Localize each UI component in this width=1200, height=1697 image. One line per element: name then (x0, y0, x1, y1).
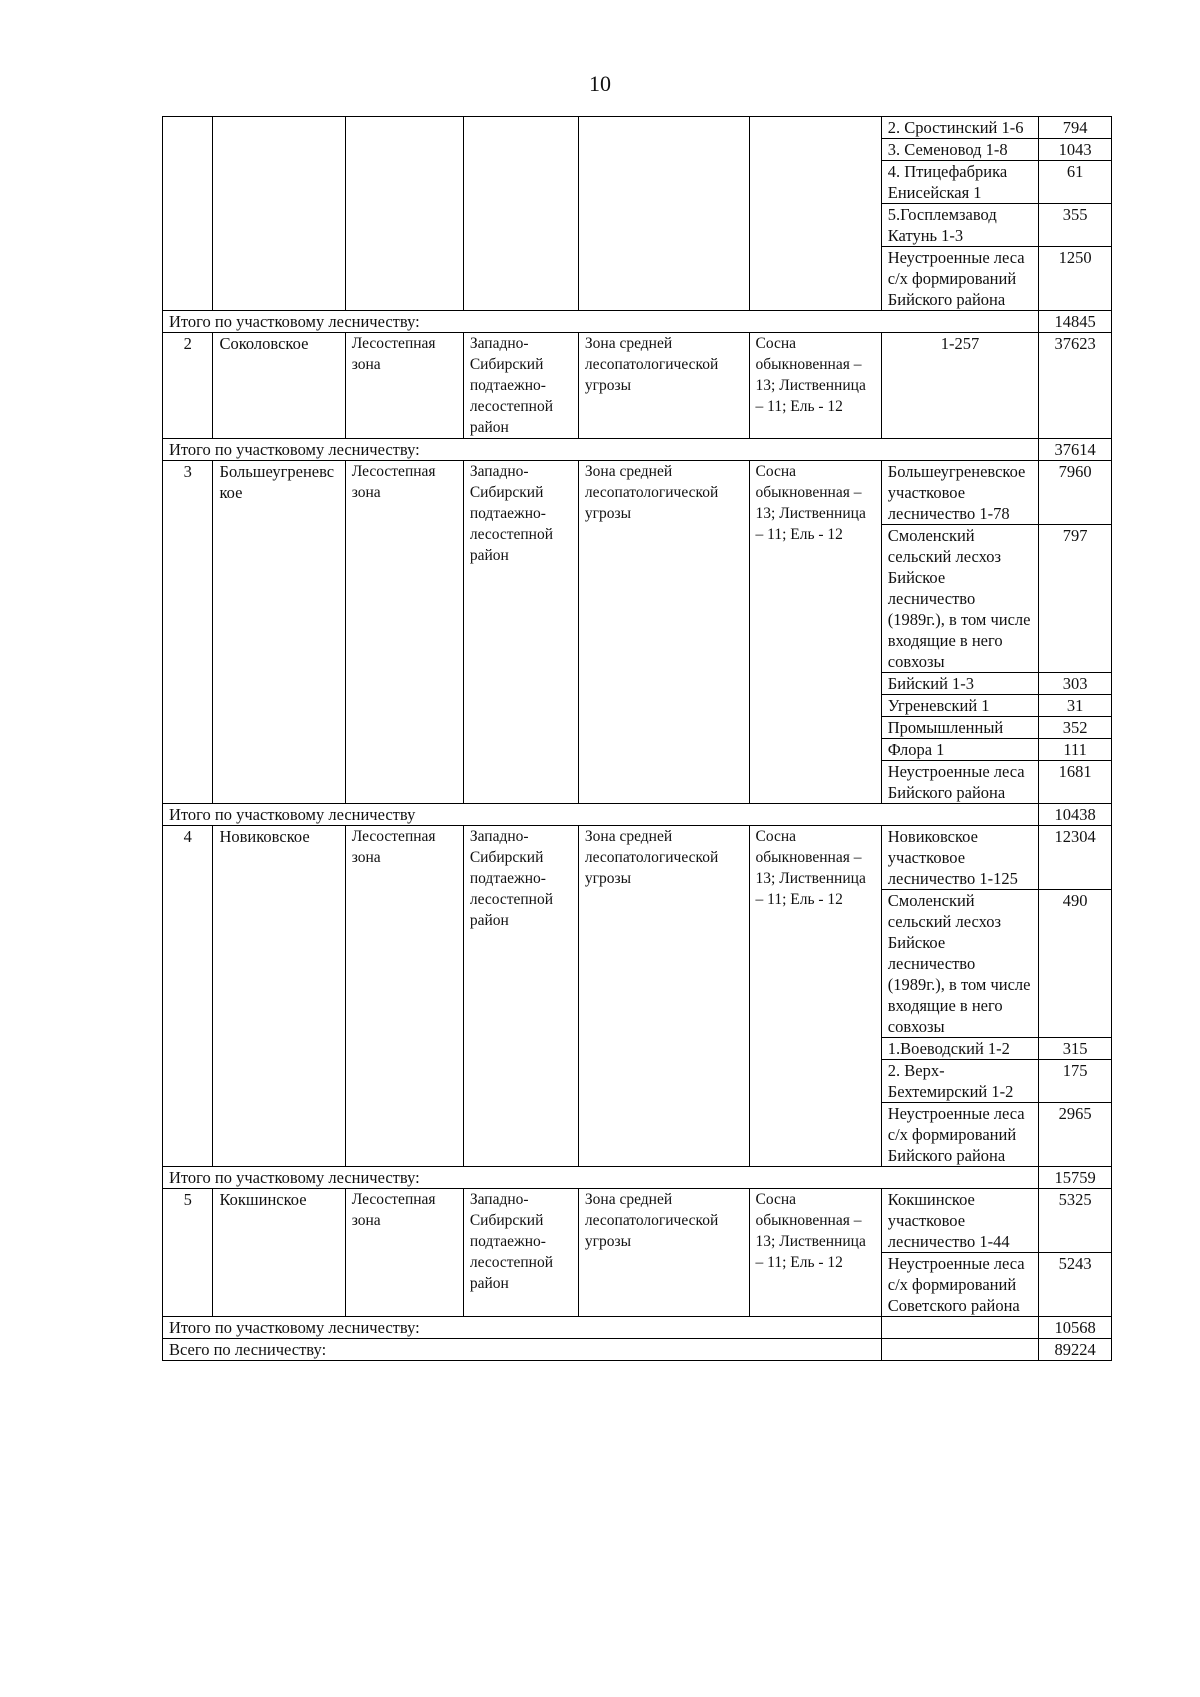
threat-zone: Зона средней лесопатологической угрозы (578, 333, 749, 439)
forestry-name: Новиковское (213, 826, 345, 1167)
item-name: Неустроенные леса с/х формирований Бийского района (881, 1103, 1038, 1167)
item-area: 5325 (1039, 1189, 1112, 1253)
item-name: Большеугреневское участковое лесничество 1-78 (881, 461, 1038, 525)
subtotal-value: 10438 (1039, 804, 1112, 826)
forest-region: Западно-Сибирский подтаежно-лесостепной район (463, 1189, 578, 1317)
item-area: 37623 (1039, 333, 1112, 439)
item-name: 2. Верх-Бехтемирский 1-2 (881, 1060, 1038, 1103)
table-row (163, 826, 1112, 890)
forestry-name: Большеугреневское (213, 461, 345, 804)
item-area: 490 (1039, 890, 1112, 1038)
section-number: 2 (163, 333, 213, 439)
item-area: 355 (1039, 204, 1112, 247)
item-area: 797 (1039, 525, 1112, 673)
forest-zone: Лесостепная зона (345, 333, 463, 439)
item-area: 31 (1039, 695, 1112, 717)
item-area: 1250 (1039, 247, 1112, 311)
subtotal-value: 14845 (1039, 311, 1112, 333)
subtotal-row (163, 311, 1112, 333)
item-area: 1681 (1039, 761, 1112, 804)
table-row (163, 1189, 1112, 1253)
species: Сосна обыкновенная – 13; Лиственница – 11; Ель - 12 (749, 1189, 881, 1317)
item-name: Новиковское участковое лесничество 1-125 (881, 826, 1038, 890)
item-name: Кокшинское участковое лесничество 1-44 (881, 1189, 1038, 1253)
threat-zone: Зона средней лесопатологической угрозы (578, 826, 749, 1167)
grand-total-row (163, 1339, 1112, 1361)
grand-total-value: 89224 (1039, 1339, 1112, 1361)
section-number: 3 (163, 461, 213, 804)
subtotal-value: 15759 (1039, 1167, 1112, 1189)
subtotal-value: 10568 (1039, 1317, 1112, 1339)
item-area: 5243 (1039, 1253, 1112, 1317)
item-name: 1.Воеводский 1-2 (881, 1038, 1038, 1060)
subtotal-row (163, 804, 1112, 826)
section-number: 5 (163, 1189, 213, 1317)
item-area: 794 (1039, 117, 1112, 139)
subtotal-label: Итого по участковому лесничеству: (163, 1167, 1039, 1189)
species: Сосна обыкновенная – 13; Лиственница – 11; Ель - 12 (749, 461, 881, 804)
item-area: 61 (1039, 161, 1112, 204)
item-area: 303 (1039, 673, 1112, 695)
item-name: Угреневский 1 (881, 695, 1038, 717)
subtotal-row (163, 1317, 1112, 1339)
subtotal-value: 37614 (1039, 439, 1112, 461)
species: Сосна обыкновенная – 13; Лиственница – 11; Ель - 12 (749, 333, 881, 439)
item-name: 1-257 (881, 333, 1038, 439)
item-area: 12304 (1039, 826, 1112, 890)
item-name: Смоленский сельский лесхоз Бийское лесничество (1989г.), в том числе входящие в него совхозы (881, 525, 1038, 673)
item-name: Промышленный (881, 717, 1038, 739)
item-name: 4. Птицефабрика Енисейская 1 (881, 161, 1038, 204)
section-number: 4 (163, 826, 213, 1167)
forest-region: Западно-Сибирский подтаежно-лесостепной район (463, 333, 578, 439)
item-name: Неустроенные леса с/х формирований Советского района (881, 1253, 1038, 1317)
forestry-name: Соколовское (213, 333, 345, 439)
item-name: Смоленский сельский лесхоз Бийское лесничество (1989г.), в том числе входящие в него совхозы (881, 890, 1038, 1038)
item-area: 1043 (1039, 139, 1112, 161)
item-name: Неустроенные леса Бийского района (881, 761, 1038, 804)
item-name: 2. Сростинский 1-6 (881, 117, 1038, 139)
page-number: 10 (589, 71, 611, 96)
item-name: Бийский 1-3 (881, 673, 1038, 695)
forest-region: Западно-Сибирский подтаежно-лесостепной район (463, 826, 578, 1167)
item-area: 315 (1039, 1038, 1112, 1060)
forestry-name: Кокшинское (213, 1189, 345, 1317)
subtotal-row (163, 1167, 1112, 1189)
subtotal-label: Итого по участковому лесничеству: (163, 1317, 882, 1339)
subtotal-label: Итого по участковому лесничеству: (163, 439, 1039, 461)
table-row (163, 117, 1112, 139)
species: Сосна обыкновенная – 13; Лиственница – 11; Ель - 12 (749, 826, 881, 1167)
forest-zone: Лесостепная зона (345, 461, 463, 804)
threat-zone: Зона средней лесопатологической угрозы (578, 1189, 749, 1317)
subtotal-row (163, 439, 1112, 461)
threat-zone: Зона средней лесопатологической угрозы (578, 461, 749, 804)
forest-zone: Лесостепная зона (345, 826, 463, 1167)
table-row (163, 333, 1112, 439)
item-name: Неустроенные леса с/х формирований Бийского района (881, 247, 1038, 311)
item-area: 7960 (1039, 461, 1112, 525)
forest-zone: Лесостепная зона (345, 1189, 463, 1317)
item-name: 3. Семеновод 1-8 (881, 139, 1038, 161)
item-name: 5.Госплемзавод Катунь 1-3 (881, 204, 1038, 247)
grand-total-label: Всего по лесничеству: (163, 1339, 882, 1361)
item-area: 2965 (1039, 1103, 1112, 1167)
forest-region: Западно-Сибирский подтаежно-лесостепной район (463, 461, 578, 804)
item-area: 352 (1039, 717, 1112, 739)
subtotal-label: Итого по участковому лесничеству (163, 804, 1039, 826)
subtotal-label: Итого по участковому лесничеству: (163, 311, 1039, 333)
item-area: 111 (1039, 739, 1112, 761)
item-name: Флора 1 (881, 739, 1038, 761)
forest-table (162, 116, 1112, 1361)
table-row (163, 461, 1112, 525)
item-area: 175 (1039, 1060, 1112, 1103)
